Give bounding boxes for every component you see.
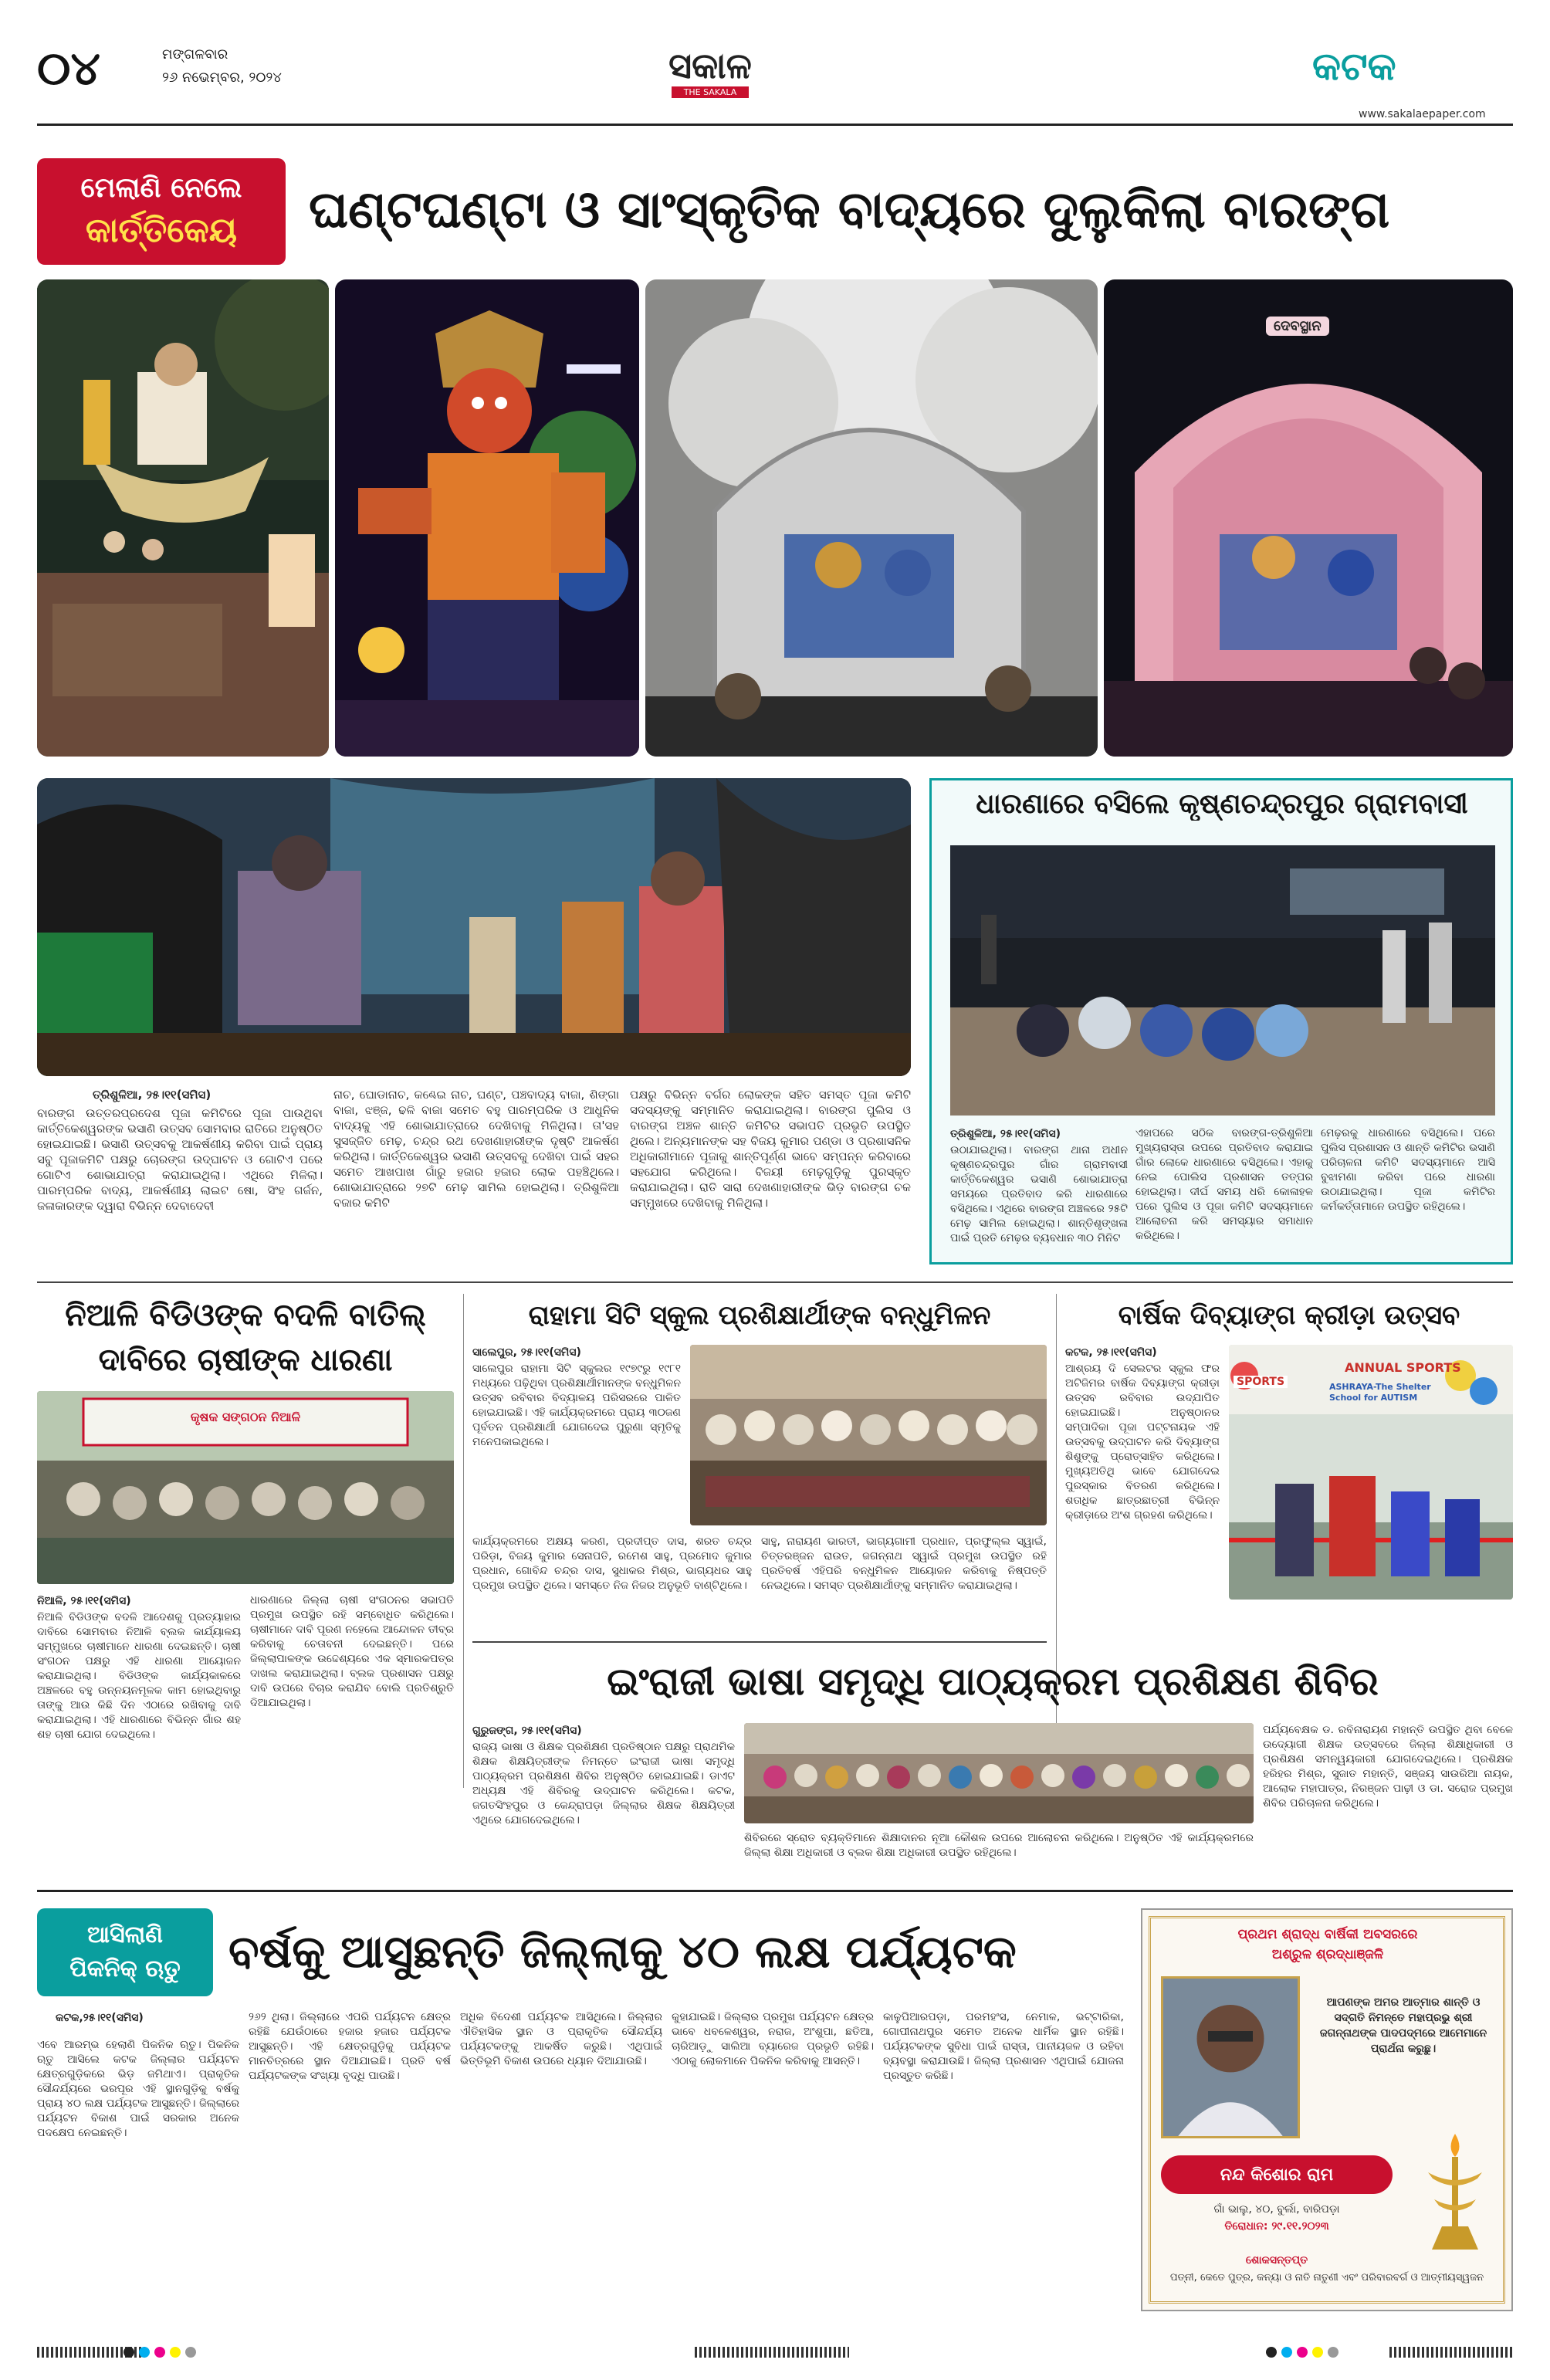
photo-alumni-group — [690, 1345, 1047, 1525]
lead-headline: ଘଣ୍ଟଘଣ୍ଟା ଓ ସାଂସ୍କୃତିକ ବାଦ୍ୟରେ ଦୁଲୁକିଲା ବାରଙ୍ଗ — [309, 180, 1390, 239]
english-col-3: ପର୍ଯ୍ୟବେକ୍ଷକ ଡ. ରବିନାରାୟଣ ମହାନ୍ତି ଉପସ୍ଥିତ ଥିବା ବେଳେ ଉଦ୍ୟୋଗୀ ଶିକ୍ଷକ ଉତ୍ସବରେ ଜିଲ୍ଲା ଶିକ୍ଷାଧିକାରୀ ଓ ପ୍ରଶିକ୍ଷଣ ସମନ୍ୱୟକାରୀ ଯୋଗଦେଇଥିଲେ। ପ୍ରଶିକ୍ଷକ ହରିହର ମିଶ୍ର, ସୁଜାତ ମହାନ୍ତି, ସଞ୍ଜୟ ସାଉରିଆ ନାୟକ, ଆଲୋକ ମହାପାତ୍ର, ନିରଞ୍ଜନ ପାଢ଼ୀ ଓ ଡା. ସରୋଜ ପ୍ରମୁଖ ଶିବିର ପରିଚାଳନା କରିଥିଲେ। — [1263, 1724, 1513, 1810]
obituary-mourners: ପତ୍ନୀ, କେତେ ପୁତ୍ର, କନ୍ୟା ଓ ନାତି ନାତୁଣୀ ଏବଂ ପରିବାରବର୍ଗ ଓ ଆତ୍ମୀୟସ୍ୱଜନ — [1169, 2272, 1484, 2284]
city-name: କଟକ — [1312, 44, 1396, 89]
issue-date: ୨୬ ନଭେମ୍ବର, ୨୦୨୪ — [162, 69, 282, 86]
rahama-col-2: କାର୍ଯ୍ୟକ୍ରମରେ ଅକ୍ଷୟ କରଣ, ପ୍ରଦୀପ୍ତ ଦାସ, ଶରତ ଚନ୍ଦ୍ର ପରିଡ଼ା, ବିଜୟ କୁମାର ସେନାପତି, ରମେଶ ସାହୁ, ପ୍ରମୋଦ କୁମାର ପ୍ରଧାନ, ଗୋବିନ୍ଦ ଚନ୍ଦ୍ର ଦାସ, ସୁଧାକର ମିଶ୍ର, ଭାଗ୍ୟଧର ସାହୁ ପ୍ରମୁଖ ଉପସ୍ଥିତ ଥିଲେ। ସମସ୍ତେ ନିଜ ନିଜର ଅନୁଭୂତି ବାଣ୍ଟିଥିଲେ। — [472, 1535, 752, 1592]
rahama-dateline: ସାଲେପୁର, ୨୫।୧୧(ସମିସ) — [472, 1346, 581, 1359]
paper-name: ସକାଳ — [668, 45, 752, 86]
english-headline: ଇଂରାଜୀ ଭାଷା ସମୃଦ୍ଧି ପାଠ୍ୟକ୍ରମ ପ୍ରଶିକ୍ଷଣ ଶିବିର — [607, 1659, 1379, 1704]
sports-body: ଆଶ୍ରୟ ଦି ସେଲଟର ସ୍କୁଲ ଫର ଅଟିଜିମର ବାର୍ଷିକ ଦିବ୍ୟାଙ୍ଗ କ୍ରୀଡ଼ା ଉତ୍ସବ ରବିବାର ଉଦ୍‌ଯାପିତ ହୋଇଯାଇଛି। ଅନୁଷ୍ଠାନର ସମ୍ପାଦିକା ପୂଜା ପଟ୍ଟନାୟକ ଏହି ଉତ୍ସବକୁ ଉଦ୍‌ଘାଟନ କରି ଦିବ୍ୟାଙ୍ଗ ଶିଶୁଙ୍କୁ ପ୍ରୋତ୍ସାହିତ କରିଥିଲେ। ମୁଖ୍ୟଅତିଥି ଭାବେ ଯୋଗଦେଇ ପୁରସ୍କାର ବିତରଣ କରିଥିଲେ। ଶତାଧିକ ଛାତ୍ରଛାତ୍ରୀ ବିଭିନ୍ନ କ୍ରୀଡ଼ାରେ ଅଂଶ ଗ୍ରହଣ କରିଥିଲେ। — [1065, 1363, 1220, 1522]
sports-banner-3: ASHRAYA-The Shelter School for AUTISM — [1329, 1382, 1431, 1403]
page-number: ୦୪ — [37, 42, 100, 96]
english-dateline: ଗୁରୁଜଙ୍ଗ, ୨୫।୧୧(ସମିସ) — [472, 1725, 582, 1737]
lamp-icon — [1420, 2134, 1490, 2257]
dharana-headline: ଧାରଣାରେ ବସିଲେ କୃଷ୍ଣଚନ୍ଦ୍ରପୁର ଗ୍ରାମବାସୀ — [976, 788, 1468, 820]
lead-col-2: ନାଚ, ଘୋଡାନାଚ, କଣ୍ଢେଇ ନାଚ, ଘଣ୍ଟ, ପଞ୍ଚବାଦ୍ୟ ବାଜା, ଶିଙ୍ଗା ବାଜା, ଝଞ୍ଜ, ଢଳି ବାଜା ସମେତ ବହୁ ପାରମ୍ପରିକ ଓ ଆଧୁନିକ ବାଦ୍ୟକୁ ଏହି ଶୋଭାଯାତ୍ରାରେ ଦେଖିବାକୁ ମିଳିଥିଲା। ତା'ସହ ସୁସଜ୍ଜିତ ମେଢ଼, ଚନ୍ଦ୍ର ରଥ ଦେଖଣାହାରୀଙ୍କ ଦୃଷ୍ଟି ଆକର୍ଷଣ କରିଥିଲା। କାର୍ତ୍ତିକେଶ୍ୱର ଭସାଣି ଉତ୍ସବକୁ ଦେଖିବା ପାଇଁ ସହର ସମେତ ଆଖପାଖ ଗାଁରୁ ହଜାର ହଜାର ଲୋକ ପହଞ୍ଚିଥିଲେ। ଶୋଭାଯାତ୍ରାରେ ୨୭ଟି ମେଢ଼ ସାମିଲ ହୋଇଥିଲା। ତ୍ରିଶୁଳିଆ ବଜାର କମିଟି — [333, 1088, 619, 1210]
picnic-dateline: କଟକ,୨୫।୧୧(ସମିସ) — [56, 2012, 144, 2024]
niali-dateline: ନିଆଳି, ୨୫।୧୧(ସମିସ) — [37, 1595, 131, 1607]
niali-banner: କୃଷକ ସଙ୍ଗଠନ ନିଆଳି — [190, 1410, 301, 1424]
column-divider-2 — [1056, 1294, 1057, 1788]
picnic-tag — [37, 1908, 213, 1996]
color-registration-left — [124, 2347, 196, 2358]
sports-banner-1: SPORTS — [1234, 1376, 1288, 1388]
print-stripe-center — [695, 2347, 849, 2358]
website-url: www.sakalaepaper.com — [1359, 108, 1486, 120]
obituary-mourners-label: ଶୋକସନ୍ତପ୍ତ — [1245, 2254, 1308, 2267]
english-col-1: ରାଜ୍ୟ ଭାଷା ଓ ଶିକ୍ଷକ ପ୍ରଶିକ୍ଷଣ ପ୍ରତିଷ୍ଠାନ ପକ୍ଷରୁ ପ୍ରାଥମିକ ଶିକ୍ଷକ ଶିକ୍ଷୟିତ୍ରୀଙ୍କ ନିମନ୍ତେ ଇଂରାଜୀ ଭାଷା ସମୃଦ୍ଧି ପାଠ୍ୟକ୍ରମ ପ୍ରଶିକ୍ଷଣ ଶିବିର ଅନୁଷ୍ଠିତ ହୋଇଯାଇଛି। ଡାଏଟ ଅଧ୍ୟକ୍ଷ ଏହି ଶିବିରକୁ ଉଦ୍‌ଘାଟନ କରିଥିଲେ। କଟକ, ଜଗତସିଂହପୁର ଓ କେନ୍ଦ୍ରାପଡ଼ା ଜିଲ୍ଲାର ଶିକ୍ଷକ ଶିକ୍ଷୟିତ୍ରୀ ଏଥିରେ ଯୋଗଦେଇଥିଲେ। — [472, 1741, 735, 1826]
rahama-headline: ରାହାମା ସିଟି ସ୍କୁଲ ପ୍ରଶିକ୍ଷାର୍ଥୀଙ୍କ ବନ୍ଧୁମିଳନ — [528, 1300, 991, 1331]
sports-banner-2: ANNUAL SPORTS — [1345, 1360, 1461, 1375]
picnic-col-1: ଏବେ ଆରମ୍ଭ ହେଲାଣି ପିକନିକ ଋତୁ। ପିକନିକ ଋତୁ ଆସିଲେ କଟକ ଜିଲ୍ଲାର ପର୍ଯ୍ୟଟନ କ୍ଷେତ୍ରଗୁଡ଼ିକରେ ଭିଡ଼ ଜମିଥାଏ। ପ୍ରାକୃତିକ ସୌନ୍ଦର୍ଯ୍ୟରେ ଭରପୂର ଏହି ସ୍ଥାନଗୁଡ଼ିକୁ ବର୍ଷକୁ ପ୍ରାୟ ୪୦ ଲକ୍ଷ ପର୍ଯ୍ୟଟକ ଆସୁଛନ୍ତି। ଜିଲ୍ଲାରେ ପର୍ଯ୍ୟଟନ ବିକାଶ ପାଇଁ ସରକାର ଅନେକ ପଦକ୍ଷେପ ନେଇଛନ୍ତି। — [37, 2039, 239, 2139]
section-divider-1 — [37, 1281, 1513, 1283]
photo-sports-ribbon — [1229, 1345, 1513, 1600]
lead-col-3: ପକ୍ଷରୁ ବିଭିନ୍ନ ବର୍ଗର ଲୋକଙ୍କ ସହିତ ସମସ୍ତ ପୂଜା କମିଟି ସଦସ୍ୟଙ୍କୁ ସମ୍ମାନିତ କରାଯାଇଥିଲା। ବାରଙ୍ଗ ପୁଲିସ ଓ ବାରଙ୍ଗ ଅଞ୍ଚଳ ଶାନ୍ତି କମିଟିର ସଭାପତି ପ୍ରଭୃତି ଉପସ୍ଥିତ ଥିଲେ। ଅନ୍ୟମାନଙ୍କ ସହ ବିଜୟ କୁମାର ପଣ୍ଡା ଓ ପ୍ରଶାସନିକ ଅଧିକାରୀମାନେ ପୂଜାକୁ ଶାନ୍ତିପୂର୍ଣ୍ଣ ଭାବେ ସମ୍ପନ୍ନ କରିବାରେ ସହଯୋଗ କରିଥିଲେ। ବିଜୟୀ ମେଢ଼ଗୁଡ଼ିକୁ ପୁରସ୍କୃତ କରାଯାଇଥିଲା। ରାତି ସାରା ଦେଖଣାହାରୀଙ୍କ ଭିଡ଼ ବାରଙ୍ଗ ଚକ ସମ୍ମୁଖରେ ଦେଖିବାକୁ ମିଳିଥିଲା। — [630, 1088, 911, 1210]
picnic-col-4: କୁହାଯାଇଛି। ଜିଲ୍ଲାର ପ୍ରମୁଖ ପର୍ଯ୍ୟଟନ କ୍ଷେତ୍ର ଭାବେ ଧବଳେଶ୍ୱର, ନରାଜ, ଅଂଶୁପା, ଛତିଆ, ଚାରିଆଡ଼ୁ ସାଲିଆ ବ୍ୟାରେଜ ପ୍ରଭୃତି ରହିଛି। ଏଠାକୁ ଲୋକମାନେ ପିକନିକ କରିବାକୁ ଆସନ୍ତି। — [672, 2011, 874, 2067]
masthead-rule — [37, 124, 1513, 126]
obituary-death-date: ତିରୋଧାନ: ୨୯.୧୧.୨୦୨୩ — [1224, 2220, 1329, 2233]
picnic-col-2: ୨୬୨ ଥିଲା। ଜିଲ୍ଲାରେ ଏପରି ପର୍ଯ୍ୟଟନ କ୍ଷେତ୍ର ରହିଛି ଯେଉଁଠାରେ ହଜାର ହଜାର ପର୍ଯ୍ୟଟକ ଆସୁଛନ୍ତି। ଏହି କ୍ଷେତ୍ରଗୁଡ଼ିକୁ ପର୍ଯ୍ୟଟକ ମାନଚିତ୍ରରେ ସ୍ଥାନ ଦିଆଯାଇଛି। ପ୍ରତି ବର୍ଷ ପର୍ଯ୍ୟଟକଙ୍କ ସଂଖ୍ୟା ବୃଦ୍ଧି ପାଉଛି। — [249, 2011, 451, 2082]
photo-pink-temple — [1104, 279, 1513, 757]
dharana-col-2: ଏହାପରେ ସଠିକ ବାରଙ୍ଗ-ତ୍ରିଶୁଳିଆ ମୁଖ୍ୟରାସ୍ତା ଉପରେ ପ୍ରତିବାଦ କରାଯାଇ ଗାଁର ଲୋକେ ଧାରଣାରେ ବସିଥିଲେ। ଏହାକୁ ନେଇ ପୋଲିସ ପ୍ରଶାସନ ତତ୍ପର ହୋଇଥିଲା। ଦୀର୍ଘ ସମୟ ଧରି କୋଳାହଳ ପରେ ପୁଲିସ ଓ ପୂଜା କମିଟି ସଦସ୍ୟମାନେ ଆଲୋଚନା କରି ସମସ୍ୟାର ସମାଧାନ କରିଥିଲେ। — [1135, 1127, 1313, 1242]
lead-tag-line1: ମେଲାଣି ନେଲେ — [80, 172, 242, 204]
obituary-address: ଗାଁ ଭାଲୁ, ୪୦, ବୁର୍ଲା, ବାରିପଡ଼ା — [1213, 2203, 1340, 2216]
niali-headline-line2: ଦାବିରେ ଚାଷୀଙ୍କ ଧାରଣା — [98, 1342, 393, 1378]
lead-dateline: ତ୍ରିଶୁଳିଆ, ୨୫।୧୧(ସମିସ) — [93, 1088, 212, 1102]
paper-logo — [641, 45, 780, 107]
paper-subtitle: THE SAKALA — [672, 86, 749, 98]
dharana-dateline: ତ୍ରିଶୁଳିଆ, ୨୫।୧୧(ସମିସ) — [950, 1128, 1061, 1140]
obituary-ad — [1141, 1908, 1513, 2311]
obituary-header-1: ପ୍ରଥମ ଶ୍ରାଦ୍ଧ ବାର୍ଷିକୀ ଅବସରରେ — [1237, 1927, 1418, 1942]
obituary-name — [1161, 2155, 1393, 2194]
lead-tag-line2: କାର୍ତ୍ତିକେୟ — [85, 211, 238, 250]
niali-headline-line1: ନିଆଳି ବିଡିଓଙ୍କ ବଦଳି ବାତିଲ୍ — [65, 1298, 426, 1333]
dharana-col-3: ମେଢ଼ରକୁ ଧାରଣାରେ ବସିଥିଲେ। ପରେ ପୁଲିସ ପ୍ରଶାସନ ଓ ଶାନ୍ତି କମିଟିର ଭସାଣି ପରିଚାଳନା କମିଟି ସଦସ୍ୟମାନେ ଆସି ବୁଝାମଣା କରିବା ପରେ ଧାରଣା ଉଠାଯାଇଥିଲା। ପୂଜା କମିଟିର କର୍ମକର୍ତ୍ତାମାନେ ଉପସ୍ଥିତ ରହିଥିଲେ। — [1321, 1127, 1495, 1213]
photo-teachers-group — [744, 1723, 1254, 1823]
obituary-name-text: ନନ୍ଦ କିଶୋର ରାମ — [1220, 2165, 1334, 2185]
english-col-2: ଶିବିରରେ ସ୍ରୋତ ବ୍ୟକ୍ତିମାନେ ଶିକ୍ଷାଦାନର ନୂଆ କୌଶଳ ଉପରେ ଆଲୋଚନା କରିଥିଲେ। ଅନୁଷ୍ଠିତ ଏହି କାର୍ଯ୍ୟକ୍ରମରେ ଜିଲ୍ଲା ଶିକ୍ଷା ଅଧିକାରୀ ଓ ବ୍ଲକ ଶିକ୍ଷା ଅଧିକାରୀ ଉପସ୍ଥିତ ରହିଥିଲେ। — [744, 1832, 1254, 1859]
rahama-col-1: ସାଲେପୁର ରାହାମା ସିଟି ସ୍କୁଲର ୧୯୭୯ରୁ ୧୯୮୧ ମଧ୍ୟରେ ପଢ଼ିଥିବା ପ୍ରଶିକ୍ଷାର୍ଥୀମାନଙ୍କ ବନ୍ଧୁମିଳନ ଉତ୍ସବ ରବିବାର ବିଦ୍ୟାଳୟ ପରିସରରେ ପାଳିତ ହୋଇଯାଇଛି। ଏହି କାର୍ଯ୍ୟକ୍ରମରେ ପ୍ରାୟ ୩୦ଜଣ ପୂର୍ବତନ ପ୍ରଶିକ୍ଷାର୍ଥୀ ଯୋଗଦେଇ ପୁରୁଣା ସ୍ମୃତିକୁ ମନେପକାଇଥିଲେ। — [472, 1363, 681, 1448]
obituary-portrait — [1161, 1976, 1300, 2138]
photo-forest-tableau — [37, 778, 911, 1076]
sports-dateline: କଟକ, ୨୫।୧୧(ସମିସ) — [1065, 1346, 1157, 1359]
sports-headline: ବାର୍ଷିକ ଦିବ୍ୟାଙ୍ଗ କ୍ରୀଡ଼ା ଉତ୍ସବ — [1118, 1300, 1460, 1331]
photo-temple-smoke — [645, 279, 1098, 757]
picnic-col-5: କାଳୁପିଆରପଡ଼ା, ପରମହଂସ, ନେମାଳ, ଭଟ୍ଟାରିକା, ଗୋପୀନାଥପୁର ସମେତ ଅନେକ ଧାର୍ମିକ ସ୍ଥାନ ରହିଛି। ପର୍ଯ୍ୟଟକଙ୍କ ସୁବିଧା ପାଇଁ ରାସ୍ତା, ପାନୀୟଜଳ ଓ ରହିବା ବ୍ୟବସ୍ଥା କରାଯାଉଛି। ଜିଲ୍ଲା ପ୍ରଶାସନ ଏଥିପାଇଁ ଯୋଜନା ପ୍ରସ୍ତୁତ କରିଛି। — [883, 2011, 1124, 2082]
picnic-tag-line2: ପିକନିକ୍ ଋତୁ — [69, 1955, 181, 1982]
picnic-headline: ବର୍ଷକୁ ଆସୁଛନ୍ତି ଜିଲ୍ଲାକୁ ୪୦ ଲକ୍ଷ ପର୍ଯ୍ୟଟକ — [228, 1925, 1017, 1978]
photo-village-protest — [950, 845, 1495, 1116]
section-divider-2 — [472, 1641, 1047, 1643]
photo-hanuman-idol — [335, 279, 639, 757]
masthead — [0, 0, 1550, 135]
lead-tag — [37, 158, 286, 265]
picnic-col-3: ଅଧିକ ବିଦେଶୀ ପର୍ଯ୍ୟଟକ ଆସିଥିଲେ। ଜିଲ୍ଲାର ଐତିହାସିକ ସ୍ଥାନ ଓ ପ୍ରାକୃତିକ ସୌନ୍ଦର୍ଯ୍ୟ ପର୍ଯ୍ୟଟକଙ୍କୁ ଆକର୍ଷିତ କରୁଛି। ଏଥିପାଇଁ ଭିତ୍ତିଭୂମି ବିକାଶ ଉପରେ ଧ୍ୟାନ ଦିଆଯାଉଛି। — [460, 2011, 662, 2067]
dharana-col-1: ଉଠାଯାଇଥିଲା। ବାରଙ୍ଗ ଥାନା ଅଧୀନ କୃଷ୍ଣଚନ୍ଦ୍ରପୁର ଗାଁର ଗ୍ରାମବାସୀ କାର୍ତ୍ତିକେଶ୍ୱର ଭସାଣି ଶୋଭାଯାତ୍ରା ସମୟରେ ପ୍ରତିବାଦ କରି ଧାରଣାରେ ବସିଥିଲେ। ଏଥିରେ ବାରଙ୍ଗ ଅଞ୍ଚଳରେ ୨୫ଟି ମେଢ଼ ସାମିଲ ହୋଇଥିଲା। ଶାନ୍ତିଶୃଙ୍ଖଳା ପାଇଁ ପ୍ରତି ମେଢ଼ର ବ୍ୟବଧାନ ୩୦ ମିନିଟ — [950, 1144, 1128, 1244]
photo-basket-procession — [37, 279, 329, 757]
issue-day: ମଙ୍ଗଳବାର — [162, 46, 228, 63]
section-divider-3 — [37, 1890, 1513, 1892]
obituary-header-2: ଅଶ୍ରୁଳ ଶ୍ରଦ୍ଧାଞ୍ଜଳି — [1271, 1947, 1384, 1962]
rahama-col-3: ସାହୁ, ନାରାୟଣ ଭାରତୀ, ଭାଗ୍ୟଗାମୀ ପ୍ରଧାନ, ପ୍ରଫୁଲ୍ଲ ସ୍ୱାଇଁ, ଚିତ୍ତରଞ୍ଜନ ରାଉତ, ଜଗନ୍ନାଥ ସ୍ୱାଇଁ ପ୍ରମୁଖ ଉପସ୍ଥିତ ରହି ପ୍ରତିବର୍ଷ ଏହିପରି ବନ୍ଧୁମିଳନ ଆୟୋଜନ କରିବାକୁ ନିଷ୍ପତ୍ତି ନେଇଥିଲେ। ସମସ୍ତ ପ୍ରଶିକ୍ଷାର୍ଥୀଙ୍କୁ ସମ୍ମାନିତ କରାଯାଇଥିଲା। — [761, 1535, 1047, 1592]
dharana-box — [929, 778, 1513, 1264]
photo-farmers-dharana — [37, 1391, 454, 1584]
niali-col-1: ନିଆଳି ବିଡିଓଙ୍କ ବଦଳି ଆଦେଶକୁ ପ୍ରତ୍ୟାହାର ଦାବିରେ ସୋମବାର ନିଆଳି ବ୍ଲକ କାର୍ଯ୍ୟାଳୟ ସମ୍ମୁଖରେ ଚାଷୀମାନେ ଧାରଣା ଦେଇଛନ୍ତି। ଚାଷୀ ସଂଗଠନ ପକ୍ଷରୁ ଏହି ଧାରଣା ଆୟୋଜନ କରାଯାଇଥିଲା। ବିଡିଓଙ୍କ କାର୍ଯ୍ୟକାଳରେ ଅଞ୍ଚଳରେ ବହୁ ଉନ୍ନୟନମୂଳକ କାମ ହୋଇଥିବାରୁ ତାଙ୍କୁ ଆଉ କିଛି ଦିନ ଏଠାରେ ରଖିବାକୁ ଦାବି କରାଯାଇଥିଲା। ଏହି ଧାରଣାରେ ବିଭିନ୍ନ ଗାଁର ଶହ ଶହ ଚାଷୀ ଯୋଗ ଦେଇଥିଲେ। — [37, 1611, 241, 1741]
color-registration-right — [1266, 2347, 1338, 2358]
niali-col-2: ଧାରଣାରେ ଜିଲ୍ଲା ଚାଷୀ ସଂଗଠନର ସଭାପତି ପ୍ରମୁଖ ଉପସ୍ଥିତ ରହି ସମ୍ବୋଧିତ କରିଥିଲେ। ଚାଷୀମାନେ ଦାବି ପୂରଣ ନହେଲେ ଆନ୍ଦୋଳନ ତୀବ୍ର କରିବାକୁ ଚେତାବନୀ ଦେଇଛନ୍ତି। ପରେ ଜିଲ୍ଲାପାଳଙ୍କ ଉଦ୍ଦେଶ୍ୟରେ ଏକ ସ୍ମାରକପତ୍ର ଦାଖଲ କରାଯାଇଥିଲା। ବ୍ଲକ ପ୍ରଶାସନ ପକ୍ଷରୁ ଦାବି ଉପରେ ବିଚାର କରାଯିବ ବୋଲି ପ୍ରତିଶ୍ରୁତି ଦିଆଯାଇଥିଲା। — [250, 1594, 454, 1709]
print-stripe-right — [1389, 2347, 1513, 2358]
lead-col-1: ବାରଙ୍ଗ ଉତ୍ତରପ୍ରଦେଶ ପୂଜା କମିଟିରେ ପୂଜା ପାଉଥିବା କାର୍ତ୍ତିକେଶ୍ୱରଙ୍କ ଭସାଣି ଉତ୍ସବ ସୋମବାର ରାତିରେ ଅନୁଷ୍ଠିତ ହୋଇଯାଇଛି। ଭସାଣି ଉତ୍ସବକୁ ଆକର୍ଷଣୀୟ କରିବା ପାଇଁ ପ୍ରାୟ ସବୁ ପୂଜାକମିଟି ପକ୍ଷରୁ ଚୋରଙ୍ଗ ଉଦ୍‌ଘାଟନ ଓ ଗୋଟିଏ ପରେ ଗୋଟିଏ ଶୋଭାଯାତ୍ରା କରାଯାଇଥିଲା। ଏଥିରେ ମିଳିଲା। ପାରମ୍ପରିକ ବାଦ୍ୟ, ଆକର୍ଷଣୀୟ ଲାଇଟ ଷୋ, ସିଂହ ଗର୍ଜନ, ଜଳାକାରଙ୍କ ଦ୍ୱାରା ବିଭିନ୍ନ ଦେବାଦେବୀ — [37, 1106, 323, 1213]
obituary-message: ଆପଣଙ୍କ ଅମର ଆତ୍ମାର ଶାନ୍ତି ଓ ସଦ୍‌ଗତି ନିମନ୍ତେ ମହାପ୍ରଭୁ ଶ୍ରୀ ଜଗନ୍ନାଥଙ୍କ ପାଦପଦ୍ମରେ ଆମେମାନେ ପ୍ରାର୍ଥନା କରୁଛୁ। — [1319, 1996, 1487, 2055]
picnic-tag-line1: ଆସିଲାଣି — [87, 1921, 163, 1948]
temple-sign: ଦେବସ୍ଥାନ — [1266, 317, 1329, 336]
column-divider-1 — [463, 1294, 464, 1788]
